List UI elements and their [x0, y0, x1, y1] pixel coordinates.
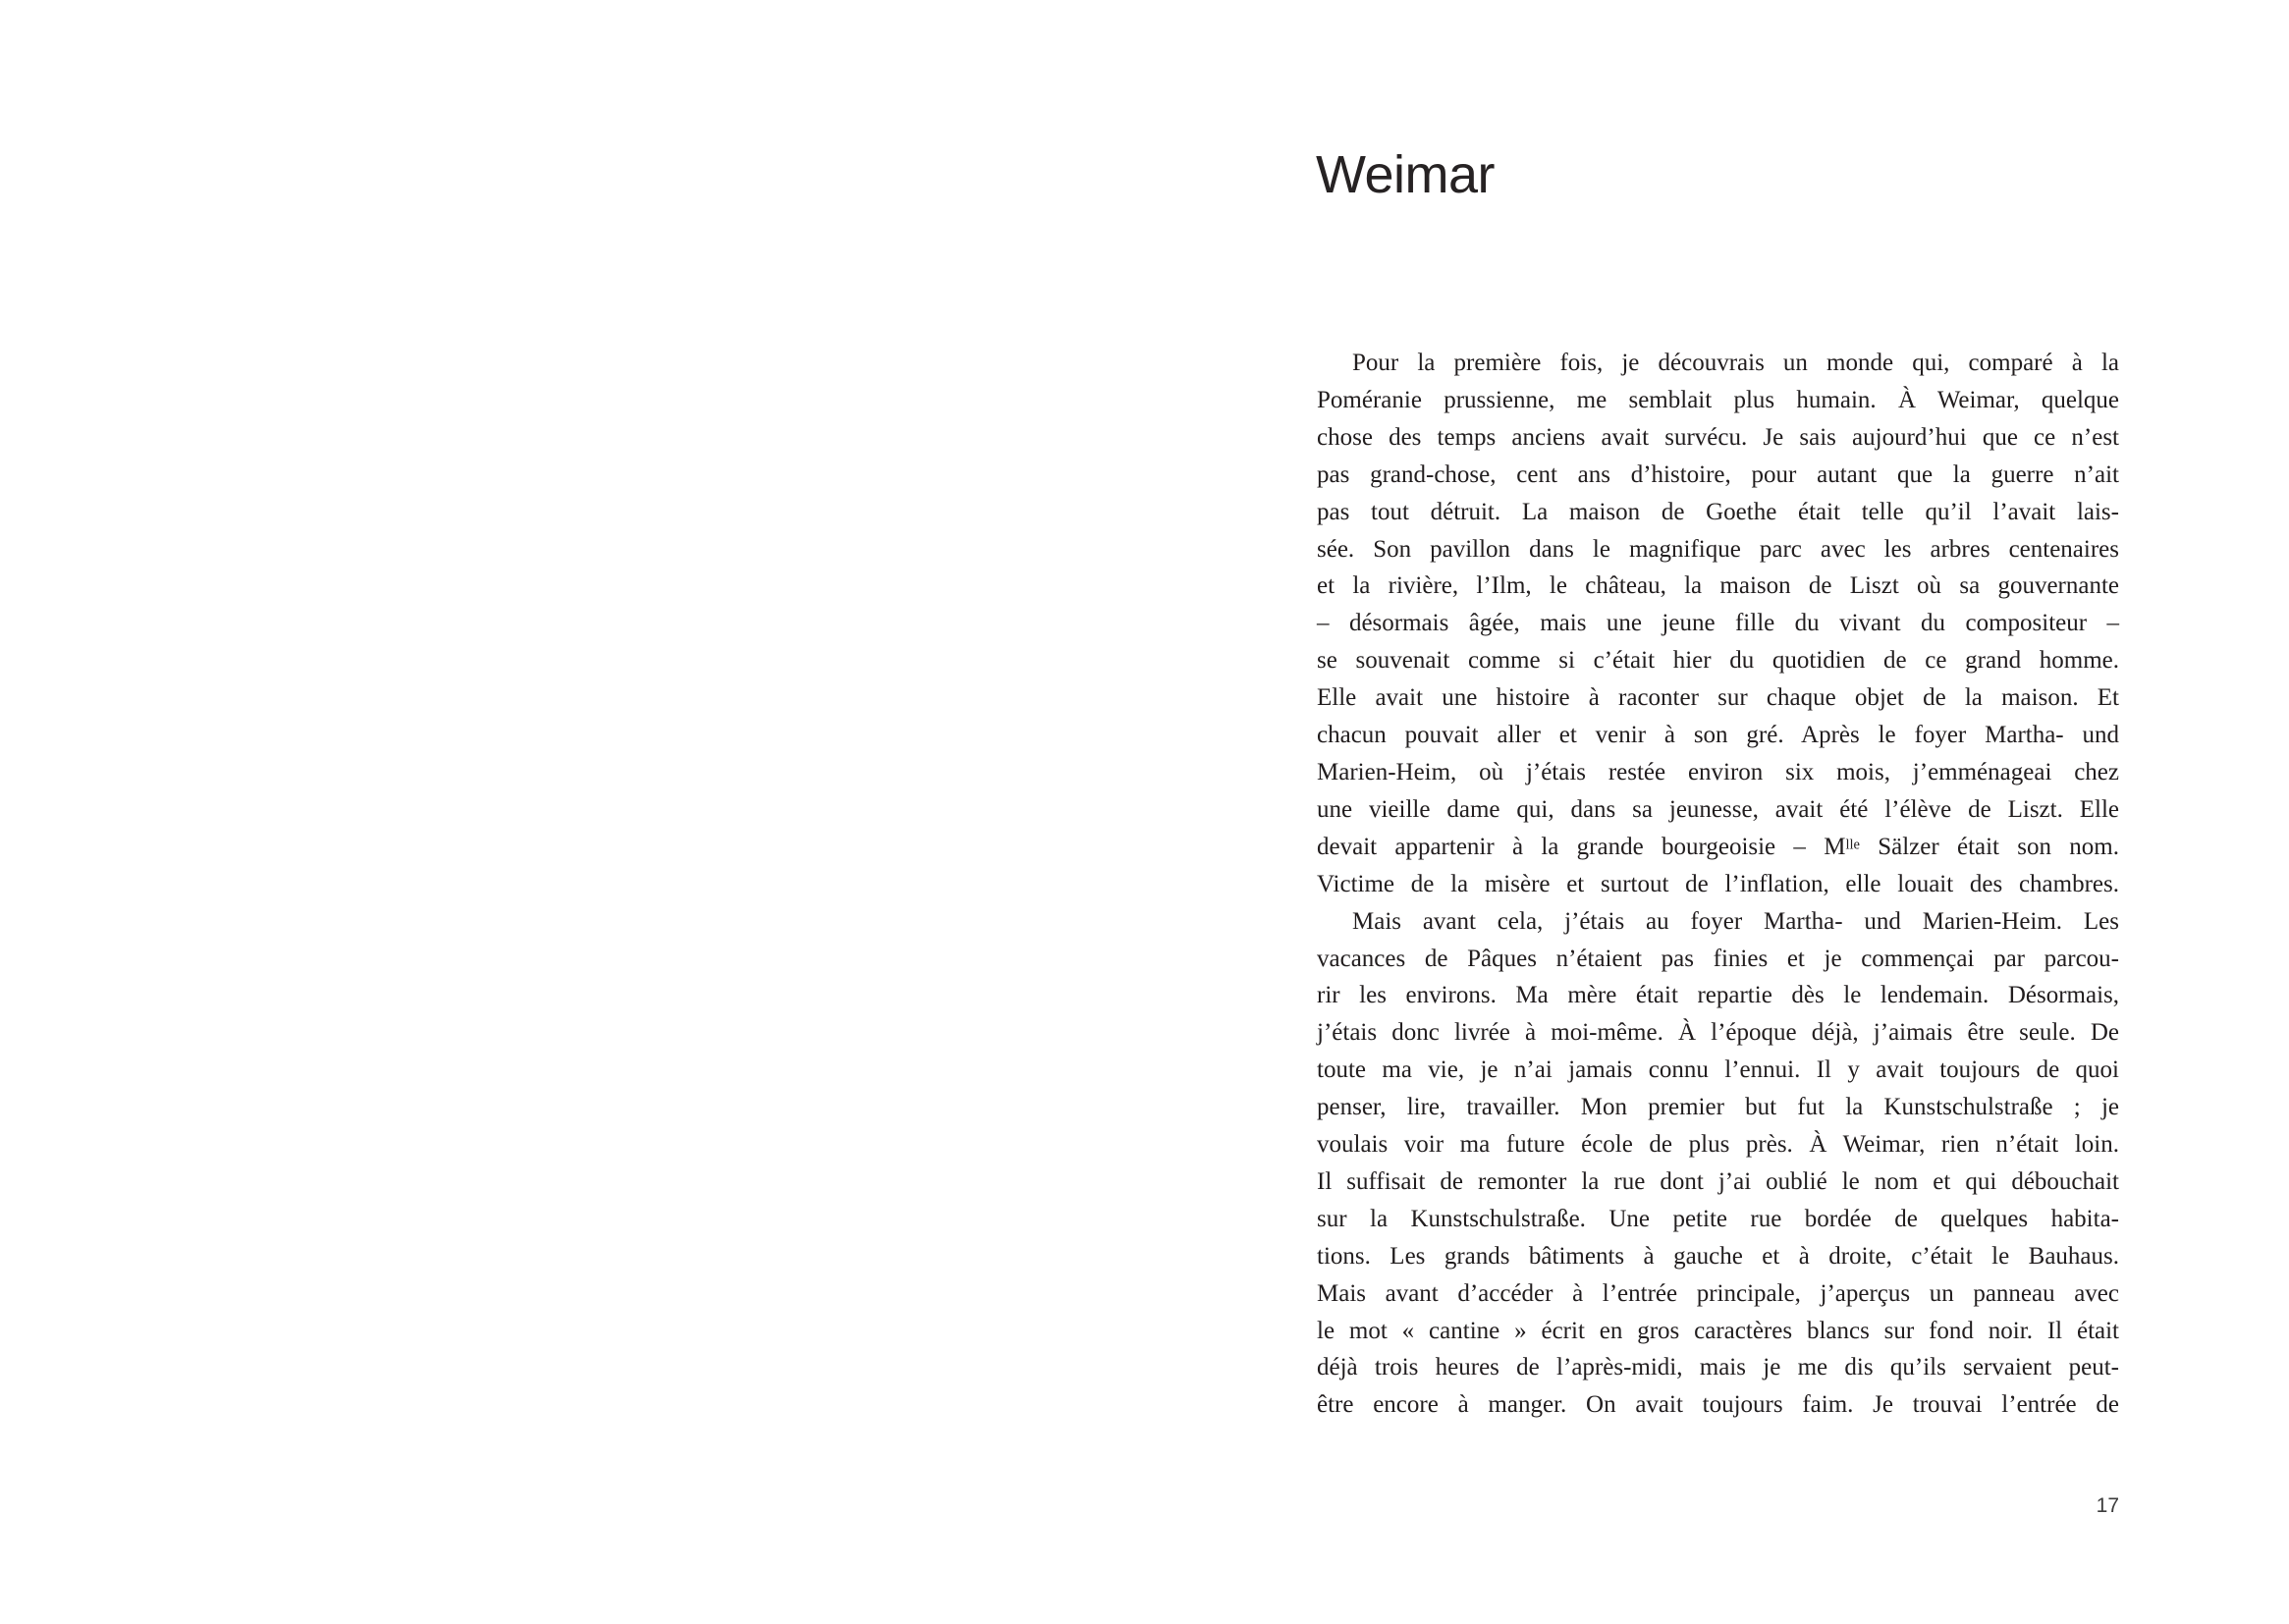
text-line: sée. Son pavillon dans le magnifique parc avec les arbres centenaires — [1317, 535, 2119, 563]
text-line: sur la Kunstschulstraße. Une petite rue bordée de quelques habita- — [1317, 1205, 2119, 1232]
body-text-block — [1317, 345, 2119, 1424]
text-line: Mais avant cela, j’étais au foyer Martha- und Marien-Heim. Les — [1352, 907, 2119, 935]
text-line: chacun pouvait aller et venir à son gré. Après le foyer Martha- und — [1317, 722, 2119, 749]
text-line: – désormais âgée, mais une jeune fille du vivant du compositeur – — [1317, 610, 2119, 637]
text-line: pas grand-chose, cent ans d’histoire, pour autant que la guerre n’ait — [1317, 460, 2119, 488]
text-line: j’étais donc livrée à moi-même. À l’époque déjà, j’aimais être seule. De — [1317, 1019, 2119, 1047]
page-number: 17 — [2096, 1494, 2119, 1517]
text-line: rir les environs. Ma mère était repartie dès le lendemain. Désormais, — [1317, 982, 2119, 1009]
text-line: déjà trois heures de l’après-midi, mais je me dis qu’ils servaient peut- — [1317, 1354, 2119, 1381]
text-line: et la rivière, l’Ilm, le château, la maison de Liszt où sa gouvernante — [1317, 572, 2119, 600]
text-line: tions. Les grands bâtiments à gauche et à droite, c’était le Bauhaus. — [1317, 1242, 2119, 1270]
text-line: Victime de la misère et surtout de l’inflation, elle louait des chambres. — [1317, 870, 2119, 897]
superscript: lle — [1845, 837, 1860, 853]
text-line: Pour la première fois, je découvrais un monde qui, comparé à la — [1352, 350, 2119, 376]
chapter-title: Weimar — [1316, 145, 1496, 204]
text-line: Mais avant d’accéder à l’entrée principale, j’aperçus un panneau avec — [1317, 1279, 2119, 1307]
text-line: vacances de Pâques n’étaient pas finies et je commençai par parcou- — [1317, 945, 2119, 972]
text-line: voulais voir ma future école de plus près. À Weimar, rien n’était loin. — [1317, 1131, 2119, 1159]
text-line: pas tout détruit. La maison de Goethe était telle qu’il l’avait lais- — [1317, 498, 2119, 525]
text-line: Poméranie prussienne, me semblait plus humain. À Weimar, quelque — [1317, 386, 2119, 413]
text-line: Marien-Heim, où j’étais restée environ six mois, j’emménageai chez — [1317, 758, 2119, 785]
text-line: Il suffisait de remonter la rue dont j’ai oublié le nom et qui débouchait — [1317, 1167, 2119, 1195]
text-line: toute ma vie, je n’ai jamais connu l’ennui. Il y avait toujours de quoi — [1317, 1056, 2119, 1084]
text-line: être encore à manger. On avait toujours faim. Je trouvai l’entrée de — [1317, 1391, 2119, 1419]
text-line: penser, lire, travailler. Mon premier but fut la Kunstschulstraße ; je — [1317, 1094, 2119, 1121]
text-line: Elle avait une histoire à raconter sur chaque objet de la maison. Et — [1317, 684, 2119, 712]
text-line: une vieille dame qui, dans sa jeunesse, avait été l’élève de Liszt. Elle — [1317, 795, 2119, 823]
text-line: se souvenait comme si c’était hier du quotidien de ce grand homme. — [1317, 647, 2119, 675]
text-line: devait appartenir à la grande bourgeoisie – $M^{lle}$ Sälzer était son nom. — [1317, 833, 2119, 860]
text-line: le mot « cantine » écrit en gros caractères blancs sur fond noir. Il était — [1317, 1317, 2119, 1344]
text-line: chose des temps anciens avait survécu. Je sais aujourd’hui que ce n’est — [1317, 423, 2119, 451]
